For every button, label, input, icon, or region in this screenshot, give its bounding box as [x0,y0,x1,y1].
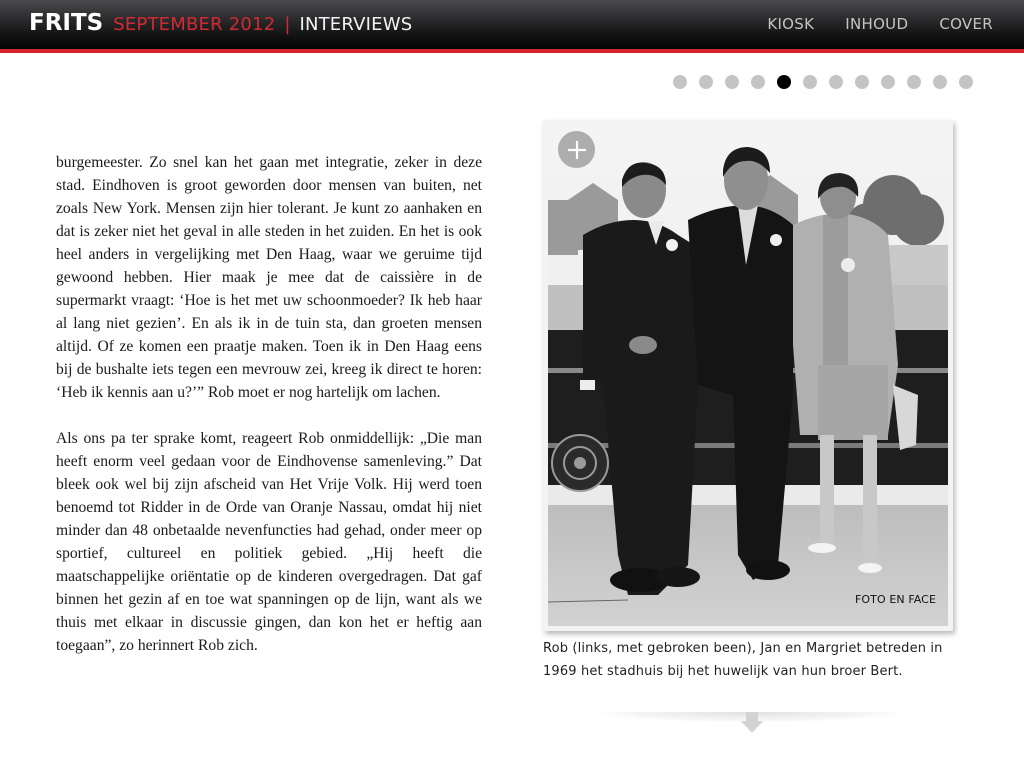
page-dot[interactable] [751,75,765,89]
page-dot[interactable] [959,75,973,89]
nav-inhoud[interactable]: INHOUD [845,15,909,33]
photo[interactable] [548,125,948,626]
scroll-down-hint[interactable] [600,710,900,740]
article-body [56,151,482,680]
page-indicator [673,75,973,89]
nav-cover[interactable]: COVER [939,15,993,33]
photo-caption: Rob (links, met gebroken been), Jan en Margriet betreden in 1969 het stadhuis bij het huwelijk van hun broer Bert. [543,641,943,679]
page-dot-active[interactable] [777,75,791,89]
article-paragraph: burgemeester. Zo snel kan het gaan met integratie, zeker in deze stad. Eindhoven is groot geworden door mensen van buiten, net zoals New York. Mensen zijn hier tolerant. Je kunt zo aanhaken en dat is zeker niet het geval in alle steden in het zuiden. En het is ook heel anders in vergelijking met Den Haag, waar we geruime tijd gewoond hebben. Hier maak je mee dat de caissière in de supermarkt vraagt: ‘Hoe is het met uw schoonmoeder? Ik heb haar al lang niet gezien’. En als ik in de tuin sta, dan groeten mensen altijd. Of ze komen een praatje maken. Toen ik in Den Haag eens bij de bushalte iets tegen een mevrouw zei, kreeg ik direct te horen: ‘Heb ik kennis aan u?’” Rob moet er nog hartelijk om lachen. [56,154,482,401]
page-dot[interactable] [881,75,895,89]
issue-label: SEPTEMBER 2012 [113,14,276,35]
page-dot[interactable] [803,75,817,89]
page-dot[interactable] [725,75,739,89]
plus-icon [566,139,588,161]
nav-kiosk[interactable]: KIOSK [767,15,815,33]
photo-image [548,125,948,626]
arrow-down-icon [741,712,763,734]
article-paragraph: Als ons pa ter sprake komt, reageert Rob onmiddellijk: „Die man heeft enorm veel gedaan voor de Eindhovense samenleving.” Dat bleek ook wel bij zijn afscheid van Het Vrije Volk. Hij werd toen benoemd tot Ridder in de Orde van Oranje Nassau, omdat hij niet minder dan 48 onbetaalde nevenfuncties had gehad, onder meer op sportief, cultureel en politiek gebied. „Hij heeft die maatschappelijke oriëntatie op de kinderen overgedragen. Dat gaf binnen het gezin af en toe wat spanningen op de lijn, want als we thuis met elkaar in discussie gingen, dan kon het er heftig aan toegaan”, zo herinnert Rob zich. [56,430,482,654]
page-dot[interactable] [855,75,869,89]
logo[interactable]: FRITS [29,10,104,36]
page-dot[interactable] [933,75,947,89]
page-dot[interactable] [699,75,713,89]
masthead [29,10,412,40]
header-accent-line [0,49,1024,53]
page-dot[interactable] [829,75,843,89]
section-title: INTERVIEWS [299,14,413,35]
photo-frame [543,120,953,631]
enlarge-photo-button[interactable] [558,131,595,168]
page-dot[interactable] [673,75,687,89]
masthead-separator: | [284,14,291,35]
photo-credit: FOTO EN FACE [854,593,936,606]
page-dot[interactable] [907,75,921,89]
top-bar [0,0,1024,49]
top-nav [767,15,993,33]
